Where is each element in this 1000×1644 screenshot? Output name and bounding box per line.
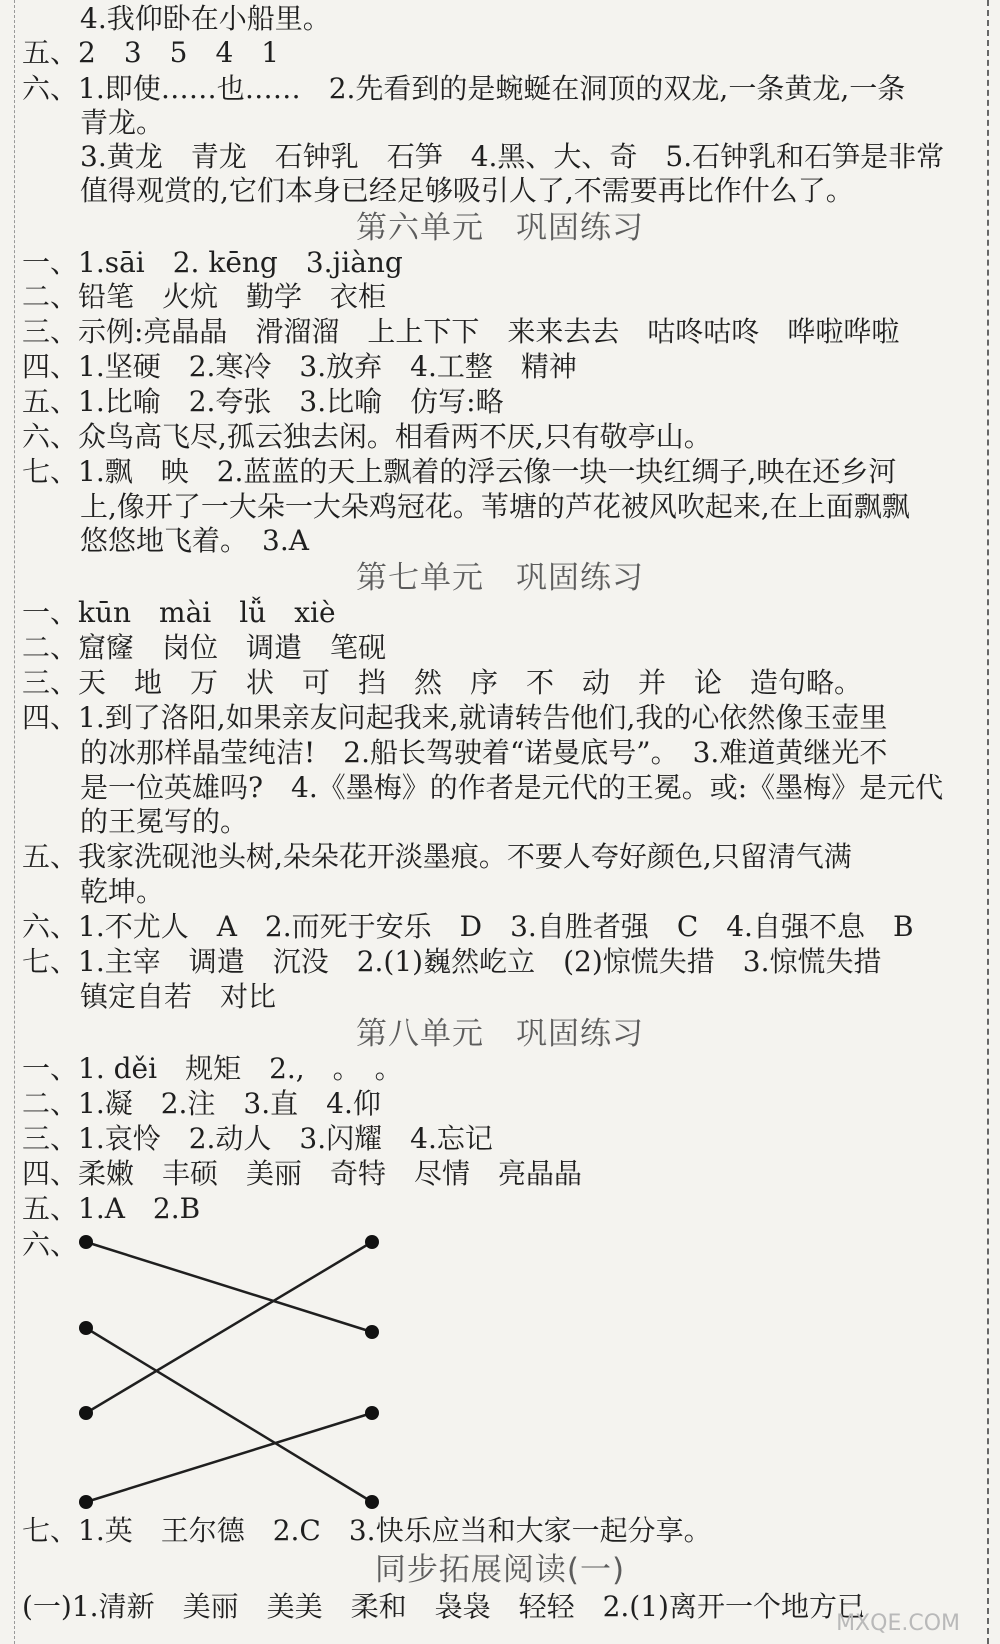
section-heading: 同步拓展阅读(一) [374,1552,626,1588]
answer-line: 一、1.sāi 2. kēng 3.jiàng [22,246,403,279]
match-dot-left [79,1321,93,1335]
answer-line: 五、2 3 5 4 1 [22,36,280,69]
answer-line: 三、天 地 万 状 可 挡 然 序 不 动 并 论 造句略。 [22,666,863,699]
answer-line: 3.黄龙 青龙 石钟乳 石笋 4.黑、大、奇 5.石钟乳和石笋是非常 [80,140,945,173]
answer-line: 七、1.飘 映 2.蓝蓝的天上飘着的浮云像一块一块红绸子,映在还乡河 [22,455,897,488]
answer-line: 六、1.不尤人 A 2.而死于安乐 D 3.自胜者强 C 4.自强不息 B [22,910,914,943]
answer-line: 一、kūn mài lǚ xiè [22,596,336,629]
answer-line: 二、窟窿 岗位 调遣 笔砚 [22,631,387,664]
section-heading: 第七单元 巩固练习 [356,560,644,596]
section-heading: 第六单元 巩固练习 [356,210,644,246]
answer-line: (一)1.清新 美丽 美美 柔和 袅袅 轻轻 2.(1)离开一个地方已 [22,1590,865,1623]
answer-line: 4.我仰卧在小船里。 [80,2,331,35]
answer-line: 五、1.A 2.B [22,1192,201,1225]
match-dot-left [79,1406,93,1420]
answer-line: 四、1.坚硬 2.寒冷 3.放弃 4.工整 精神 [22,350,577,383]
match-dot-right [365,1495,379,1509]
watermark: MXQE.COM [836,1611,960,1636]
match-line [86,1242,372,1332]
match-dot-right [365,1325,379,1339]
answer-line: 五、1.比喻 2.夸张 3.比喻 仿写:略 [22,385,504,418]
answer-line: 三、1.哀怜 2.动人 3.闪耀 4.忘记 [22,1122,493,1155]
match-line [86,1413,372,1502]
match-dot-right [365,1406,379,1420]
answer-line: 四、柔嫩 丰硕 美丽 奇特 尽情 亮晶晶 [22,1157,583,1190]
answer-line: 二、1.凝 2.注 3.直 4.仰 [22,1087,381,1120]
answer-line: 四、1.到了洛阳,如果亲友问起我来,就请转告他们,我的心依然像玉壶里 [22,701,888,734]
answer-line: 五、我家洗砚池头树,朵朵花开淡墨痕。不要人夸好颜色,只留清气满 [22,840,852,873]
answer-line: 的冰那样晶莹纯洁! 2.船长驾驶着“诺曼底号”。 3.难道黄继光不 [80,736,888,769]
answer-line: 青龙。 [80,106,165,139]
answer-line: 悠悠地飞着。 3.A [80,524,309,557]
answer-line: 六、1.即使……也…… 2.先看到的是蜿蜒在洞顶的双龙,一条黄龙,一条 [22,72,906,105]
answer-line: 镇定自若 对比 [80,980,277,1013]
answer-line: 六、众鸟高飞尽,孤云独去闲。相看两不厌,只有敬亭山。 [22,420,712,453]
answer-line: 六、 [22,1228,79,1261]
answer-line: 上,像开了一大朵一大朵鸡冠花。苇塘的芦花被风吹起来,在上面飘飘 [80,490,910,523]
answer-line: 乾坤。 [80,875,165,908]
answer-line: 三、示例:亮晶晶 滑溜溜 上上下下 来来去去 咕咚咕咚 哗啦哗啦 [22,315,900,348]
answer-line: 值得观赏的,它们本身已经足够吸引人了,不需要再比作什么了。 [80,174,854,207]
section-heading: 第八单元 巩固练习 [356,1016,644,1052]
match-line [86,1242,372,1413]
match-line [86,1328,372,1502]
answer-line: 七、1.主宰 调遣 沉没 2.(1)巍然屹立 (2)惊慌失措 3.惊慌失措 [22,945,882,978]
answer-line: 二、铅笔 火炕 勤学 衣柜 [22,280,387,313]
match-dot-left [79,1235,93,1249]
answer-line: 一、1. děi 规矩 2., 。 。 [22,1052,403,1085]
answer-line: 七、1.英 王尔德 2.C 3.快乐应当和大家一起分享。 [22,1514,712,1547]
match-dot-right [365,1235,379,1249]
answer-line: 是一位英雄吗? 4.《墨梅》的作者是元代的王冕。或:《墨梅》是元代 [80,771,944,804]
match-dot-left [79,1495,93,1509]
answer-line: 的王冕写的。 [80,805,249,838]
